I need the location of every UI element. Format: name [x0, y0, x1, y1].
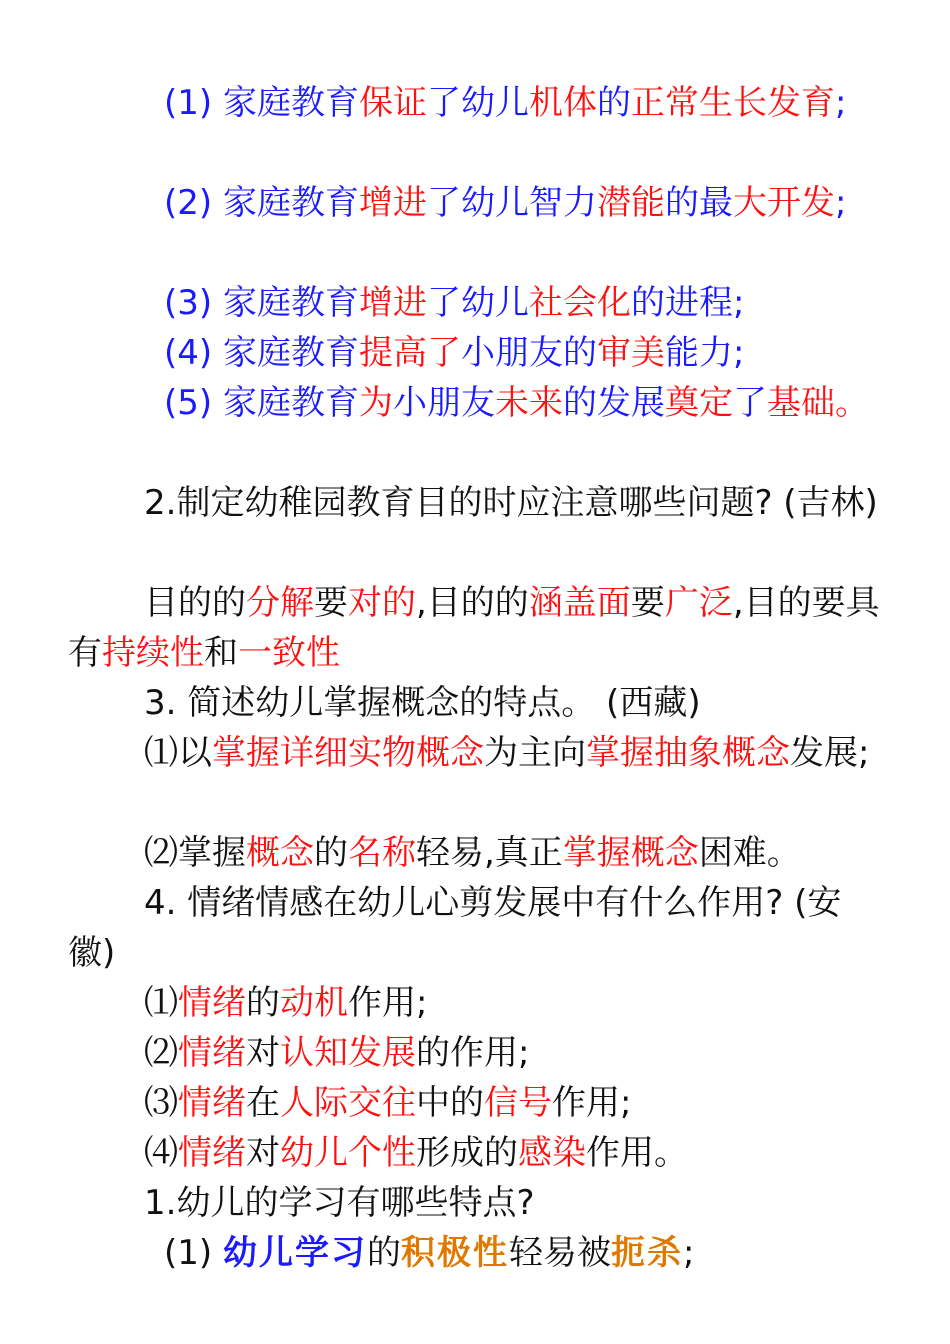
text-run: 大开发 — [732, 183, 835, 223]
text-run: ⑴ — [144, 983, 178, 1023]
text-run: (4) 家庭教育 — [164, 333, 359, 373]
paragraph-p17 — [68, 1228, 880, 1278]
text-run: 4. 情绪情感在幼儿心剪发展中有什么作用? (安徽) — [68, 883, 842, 973]
paragraph-p8 — [68, 678, 880, 728]
text-run: 轻易,真正 — [416, 833, 563, 873]
text-run: 基础。 — [766, 383, 869, 423]
text-run: 掌握抽象概念 — [586, 733, 790, 773]
text-run: 掌握详细实物概念 — [212, 733, 484, 773]
text-run: 作用; — [348, 983, 428, 1023]
text-run: 人际交往 — [280, 1083, 416, 1123]
paragraph-p16 — [68, 1178, 880, 1228]
text-run: ⑴以 — [144, 733, 212, 773]
text-run: 为 — [358, 383, 393, 423]
text-run: 发展; — [790, 733, 870, 773]
text-run: 感染 — [518, 1133, 586, 1173]
text-run: 幼儿学习 — [222, 1233, 367, 1273]
text-run: 涵盖面 — [528, 583, 631, 623]
paragraph-p4 — [68, 328, 880, 378]
text-run: 小朋友的 — [460, 333, 597, 373]
text-run: ⑵掌握 — [144, 833, 246, 873]
text-run: 轻易被 — [508, 1233, 611, 1273]
text-run: 持续性 — [102, 633, 204, 673]
text-run: 情绪 — [178, 1083, 246, 1123]
text-run: 了幼儿智力 — [426, 183, 597, 223]
paragraph-p13 — [68, 1028, 880, 1078]
paragraph-p9 — [68, 728, 880, 778]
text-run: 育 — [800, 83, 835, 123]
paragraph-p1 — [68, 78, 880, 128]
text-run: 作用。 — [586, 1133, 688, 1173]
text-run: (5) 家庭教育 — [164, 383, 359, 423]
text-run: 一致性 — [238, 633, 340, 673]
text-run: ,目的要具有 — [68, 583, 880, 673]
text-run: 了幼儿 — [426, 283, 529, 323]
text-run: 发 — [766, 83, 801, 123]
text-run: 形成的 — [416, 1133, 518, 1173]
text-run: 的最 — [664, 183, 733, 223]
text-run: ,目的的 — [416, 583, 529, 623]
text-run: ; — [834, 83, 847, 123]
text-run: 的 — [596, 83, 631, 123]
text-run: 社会化 — [528, 283, 631, 323]
text-run: 情绪 — [178, 1033, 246, 1073]
text-run: ; — [682, 1233, 695, 1273]
text-run: 中的 — [416, 1083, 484, 1123]
text-run: 增进 — [358, 183, 427, 223]
text-run: 1.幼儿的学习有哪些特点? — [144, 1183, 535, 1223]
paragraph-p5 — [68, 378, 880, 428]
text-run: 为主向 — [484, 733, 586, 773]
text-run: 要 — [314, 583, 348, 623]
text-run: 幼儿个性 — [280, 1133, 416, 1173]
text-run: 保证 — [358, 83, 427, 123]
text-run: (3) 家庭教育 — [164, 283, 359, 323]
text-run: 3. 简述幼儿掌握概念的特点。 (西藏) — [144, 683, 701, 723]
paragraph-p12 — [68, 978, 880, 1028]
text-run: 积极性 — [400, 1233, 509, 1273]
text-run: 要 — [630, 583, 665, 623]
text-run: 对 — [246, 1133, 280, 1173]
text-run: (1) — [164, 1233, 223, 1273]
text-run: 认知发展 — [280, 1033, 416, 1073]
text-run: 的 — [366, 1233, 401, 1273]
text-run: 情绪 — [178, 1133, 246, 1173]
text-run: 小朋友 — [392, 383, 495, 423]
text-run: 对的 — [348, 583, 416, 623]
text-run: 正常生长 — [630, 83, 767, 123]
text-run: ⑶ — [144, 1083, 178, 1123]
text-run: 的作用; — [416, 1033, 530, 1073]
paragraph-p11 — [68, 878, 880, 978]
text-run: ; — [834, 183, 847, 223]
paragraph-p3 — [68, 278, 880, 328]
text-run: 动机 — [280, 983, 348, 1023]
paragraph-p6 — [68, 478, 880, 528]
text-run: 作用; — [552, 1083, 632, 1123]
text-run: 机体 — [528, 83, 597, 123]
text-run: 分解 — [246, 583, 314, 623]
text-run: 情绪 — [178, 983, 246, 1023]
text-run: 潜能 — [596, 183, 665, 223]
text-run: ⑵ — [144, 1033, 178, 1073]
text-run: 目的的 — [144, 583, 246, 623]
text-run: 未来 — [494, 383, 563, 423]
text-run: 的 — [314, 833, 348, 873]
paragraph-p14 — [68, 1078, 880, 1128]
text-run: 审美 — [596, 333, 665, 373]
text-run: 提高了 — [358, 333, 461, 373]
paragraph-p15 — [68, 1128, 880, 1178]
text-run: 了幼儿 — [426, 83, 529, 123]
text-run: 广泛 — [664, 583, 733, 623]
text-run: 的 — [246, 983, 280, 1023]
text-run: 2.制定幼稚园教育目的时应注意哪些问题? (吉林) — [144, 483, 878, 523]
text-run: 了 — [732, 383, 767, 423]
text-run: 信号 — [484, 1083, 552, 1123]
text-run: 概念 — [246, 833, 314, 873]
text-run: 扼杀 — [610, 1233, 683, 1273]
text-run: ⑷ — [144, 1133, 178, 1173]
text-run: 在 — [246, 1083, 280, 1123]
text-run: 困难。 — [698, 833, 801, 873]
text-run: 增进 — [358, 283, 427, 323]
text-run: 奠定 — [664, 383, 733, 423]
text-run: 名称 — [348, 833, 416, 873]
text-run: 对 — [246, 1033, 280, 1073]
text-run: 掌握概念 — [562, 833, 699, 873]
text-run: (2) 家庭教育 — [164, 183, 359, 223]
text-run: (1) 家庭教育 — [164, 83, 359, 123]
text-run: 能力; — [664, 333, 745, 373]
paragraph-p2 — [68, 178, 880, 228]
text-run: 的进程; — [630, 283, 745, 323]
text-run: 和 — [204, 633, 238, 673]
text-run: 的发展 — [562, 383, 665, 423]
paragraph-p10 — [68, 828, 880, 878]
paragraph-p7 — [68, 578, 880, 678]
